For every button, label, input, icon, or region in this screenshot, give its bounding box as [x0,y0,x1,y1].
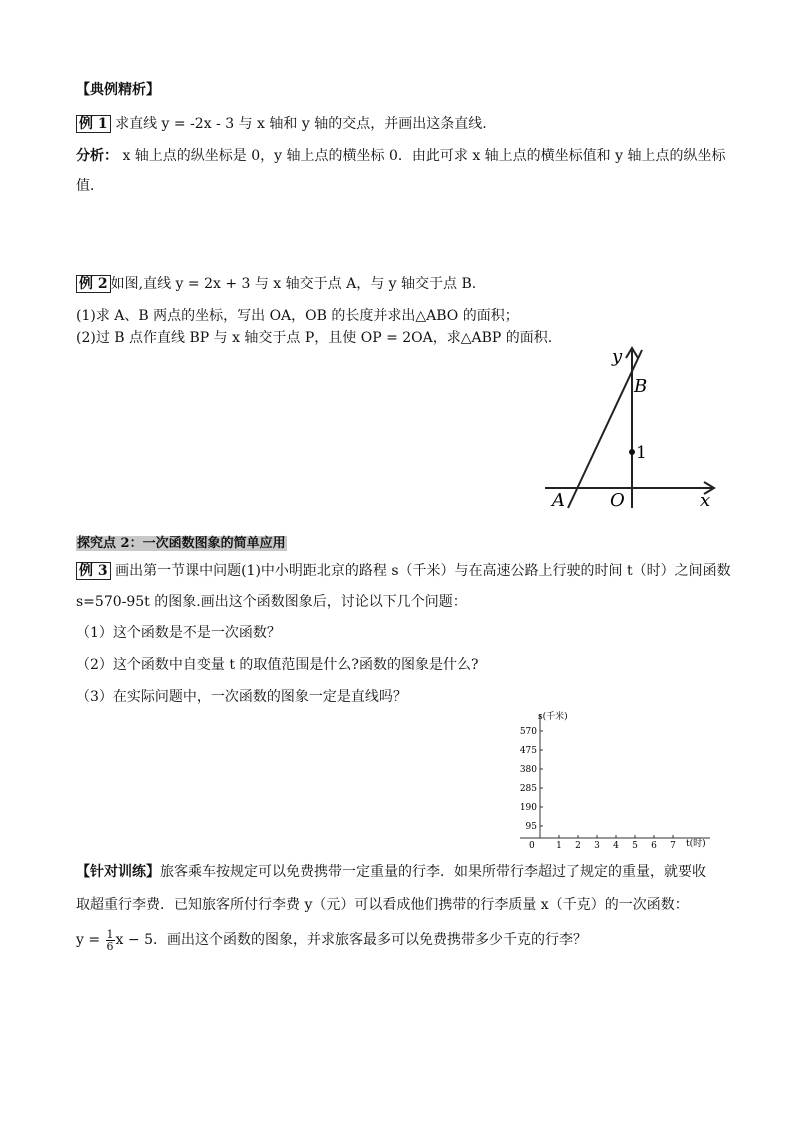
t-axis-ticks [556,835,676,851]
s-tick-label: 285 [519,784,537,794]
label-origin-O: O [610,490,625,511]
example-3-question-1: （1）这个函数是不是一次函数？ [76,625,281,641]
s-t-graph-figure [510,708,720,854]
t-tick-label: 7 [670,841,676,851]
training-label: 【针对训练】 [76,864,160,880]
example-3-question-2: （2）这个函数中自变量 t 的取值范围是什么?函数的图象是什么? [76,657,479,673]
t-tick-label: 2 [575,841,581,851]
example-3-text-1: 画出第一节课中问题(1)中小明距北京的路程 s（千米）与在高速公路上行驶的时间 t（时）之间函数 [115,563,731,579]
analysis-text-1: x 轴上点的纵坐标是 0，y 轴上点的横坐标 0．由此可求 x 轴上点的横坐标值和 y 轴上点的纵坐标 [122,148,726,164]
label-y: y [612,346,623,367]
training-line-1 [76,862,706,882]
s-tick-label: 475 [519,746,537,756]
formula-right: x − 5．画出这个函数的图象，并求旅客最多可以免费携带多少千克的行李？ [115,932,587,948]
s-tick-label: 570 [519,727,537,737]
section-heading-exploration-2-text: 探究点 2：一次函数图象的简单应用 [77,536,286,551]
t-tick-label: 1 [556,841,562,851]
example-1-text: 求直线 y = -2x - 3 与 x 轴和 y 轴的交点，并画出这条直线. [115,116,487,132]
training-text-1: 旅客乘车按规定可以免费携带一定重量的行李．如果所带行李超过了规定的重量，就要收 [160,864,706,880]
fraction-numerator: 1 [106,927,114,941]
training-text-2: 取超重行李费．已知旅客所付行李费 y（元）可以看成他们携带的行李质量 x（千克）的一次函数： [76,897,689,913]
example-2-question-1: (1)求 A、B 两点的坐标，写出 OA，OB 的长度并求出△ABO 的面积； [76,308,519,324]
section-heading-exploration-2 [76,536,287,552]
example-1 [76,114,487,134]
example-2 [76,274,476,294]
s-tick-label: 380 [519,765,537,775]
example-2-question-2: (2)过 B 点作直线 BP 与 x 轴交于点 P，且使 OP = 2OA，求△ABP 的面积. [76,330,553,346]
label-point-A: A [552,490,565,511]
t-tick-label: 5 [632,841,638,851]
analysis-text-2: 值． [76,178,104,194]
training-formula-line [76,928,587,952]
formula-left: y = [76,932,101,948]
line-y-2x-3 [568,350,642,508]
label-point-B: B [634,376,648,397]
label-x: x [700,490,711,511]
s-tick-label: 190 [519,803,537,813]
example-3-question-3: （3）在实际问题中，一次函数的图象一定是直线吗？ [76,689,407,705]
t-tick-label: 3 [594,841,600,851]
analysis-label: 分析： [76,148,118,164]
analysis-line-1 [76,146,725,166]
line-graph-figure [540,340,730,515]
section-heading-typical-examples: 【典例精析】 [76,82,160,98]
example-3 [76,561,731,581]
label-one: 1 [636,443,647,463]
example-1-label: 例 1 [76,115,111,133]
fraction-one-sixth [106,929,115,952]
fraction-denominator: 6 [106,939,114,953]
example-2-label: 例 2 [76,275,111,293]
t-axis-label: t(时) [686,839,706,849]
s-tick-label: 95 [525,822,537,832]
example-3-text-2: s=570-95t 的图象.画出这个函数图象后，讨论以下几个问题： [76,594,467,610]
example-2-text: 如图,直线 y = 2x + 3 与 x 轴交于点 A，与 y 轴交于点 B. [110,276,477,292]
t-tick-label: 4 [613,841,619,851]
s-axis-label: s(千米) [538,712,568,722]
example-3-label: 例 3 [76,562,111,580]
point-one-dot [629,449,635,455]
origin-label: 0 [529,841,535,851]
t-tick-label: 6 [651,841,657,851]
